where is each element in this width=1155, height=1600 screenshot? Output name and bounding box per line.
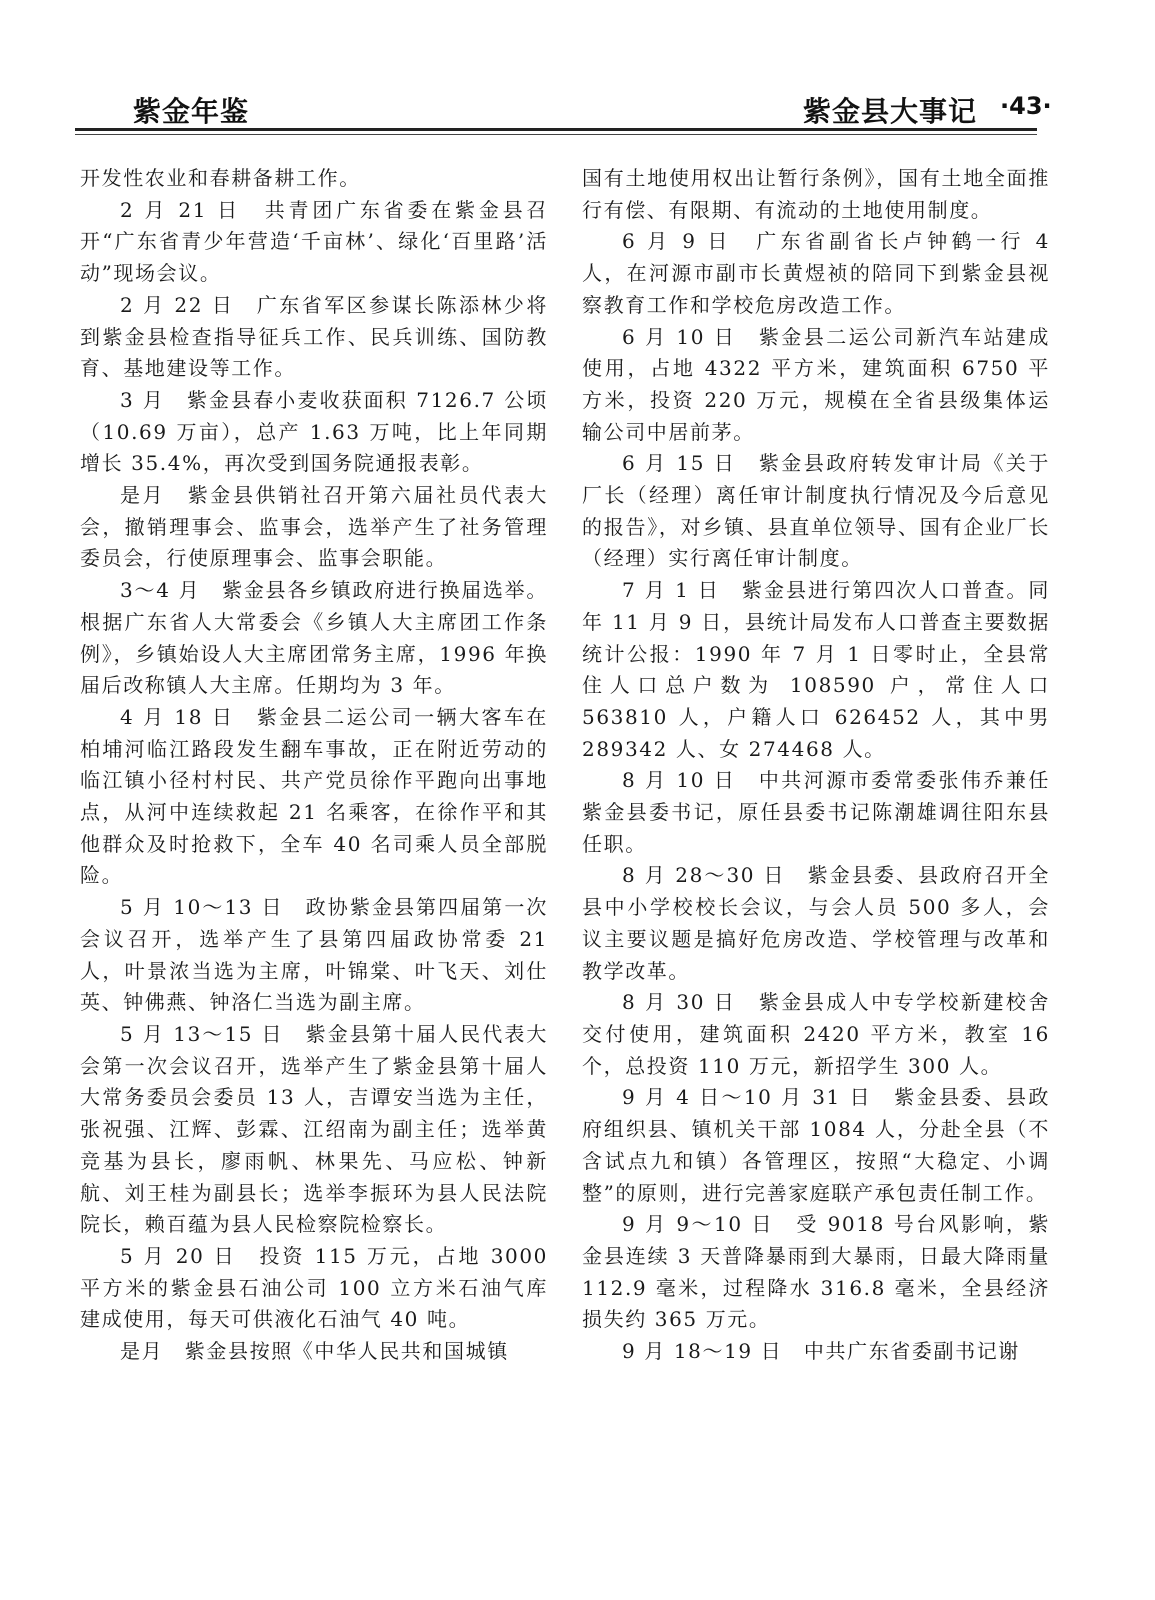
paragraph: 9 月 4 日～10 月 31 日 紫金县委、县政府组织县、镇机关干部 1084 人，分赴全县（不含试点九和镇）各管理区，按照“大稳定、小调整”的原则，进行完善家庭联产承包责任制工作。: [582, 1085, 1050, 1205]
paragraph: 5 月 13～15 日 紫金县第十届人民代表大会第一次会议召开，选举产生了紫金县第十届人大常务委员会委员 13 人，吉谭安当选为主任，张祝强、江辉、彭霖、江绍南为副主任；选举黄竞基为县长，廖雨帆、林果先、马应松、钟新航、刘王桂为副县长；选举李振环为县人民法院院长，赖百蕴为县人民检察院检察长。: [80, 1021, 548, 1237]
paragraph: 9 月 9～10 日 受 9018 号台风影响，紫金县连续 3 天普降暴雨到大暴雨，日最大降雨量 112.9 毫米，过程降水 316.8 毫米，全县经济损失约 365 万元。: [582, 1212, 1050, 1332]
section-title: 紫金县大事记: [802, 95, 977, 128]
paragraph: 是月 紫金县供销社召开第六届社员代表大会，撤销理事会、监事会，选举产生了社务管理委员会，行使原理事会、监事会职能。: [80, 483, 548, 571]
header-rule-thin: [75, 134, 1037, 135]
right-text-column: [582, 163, 1050, 1368]
yearbook-title: 紫金年鉴: [133, 95, 250, 128]
paragraph: 8 月 30 日 紫金县成人中专学校新建校舍交付使用，建筑面积 2420 平方米，教室 16 个，总投资 110 万元，新招学生 300 人。: [582, 990, 1050, 1078]
paragraph: 6 月 15 日 紫金县政府转发审计局《关于厂长（经理）离任审计制度执行情况及今后意见的报告》，对乡镇、县直单位领导、国有企业厂长（经理）实行离任审计制度。: [582, 451, 1050, 571]
paragraph: 5 月 10～13 日 政协紫金县第四届第一次会议召开，选举产生了县第四届政协常委 21 人，叶景浓当选为主席，叶锦棠、叶飞天、刘仕英、钟佛燕、钟洛仁当选为副主席。: [80, 895, 548, 1015]
paragraph: 2 月 22 日 广东省军区参谋长陈添林少将到紫金县检查指导征兵工作、民兵训练、国防教育、基地建设等工作。: [80, 292, 548, 381]
paragraph: 4 月 18 日 紫金县二运公司一辆大客车在柏埔河临江路段发生翻车事故，正在附近劳动的临江镇小径村村民、共产党员徐作平跑向出事地点，从河中连续救起 21 名乘客，在徐作平和其他群众及时抢救下，全车 40 名司乘人员全部脱险。: [80, 704, 548, 888]
paragraph: 3～4 月 紫金县各乡镇政府进行换届选举。根据广东省人大常委会《乡镇人大主席团工作条例》，乡镇始设人大主席团常务主席，1996 年换届后改称镇人大主席。任期均为 3 年。: [80, 578, 548, 698]
paragraph: 3 月 紫金县春小麦收获面积 7126.7 公顷（10.69 万亩），总产 1.63 万吨，比上年同期增长 35.4%，再次受到国务院通报表彰。: [80, 387, 548, 476]
paragraph: 2 月 21 日 共青团广东省委在紫金县召开“广东省青少年营造‘千亩林’、绿化‘百里路’活动”现场会议。: [80, 197, 548, 286]
paragraph: 6 月 10 日 紫金县二运公司新汽车站建成使用，占地 4322 平方米，建筑面积 6750 平方米，投资 220 万元，规模在全省县级集体运输公司中居前茅。: [582, 324, 1050, 444]
paragraph: 8 月 10 日 中共河源市委常委张伟乔兼任紫金县委书记，原任县委书记陈潮雄调往阳东县任职。: [582, 768, 1050, 856]
page-number: ·43·: [1000, 92, 1052, 120]
page-header: [0, 0, 1155, 140]
paragraph: 7 月 1 日 紫金县进行第四次人口普查。同年 11 月 9 日，县统计局发布人口普查主要数据统计公报：1990 年 7 月 1 日零时止，全县常住人口总户数为 108590 户，常住人口 563810 人，户籍人口 626452 人，其中男 289342 人、女 274468 人。: [582, 578, 1050, 761]
left-text-column: [80, 163, 548, 1368]
paragraph: 开发性农业和春耕备耕工作。: [80, 166, 361, 190]
paragraph: 9 月 18～19 日 中共广东省委副书记谢: [622, 1339, 1020, 1364]
paragraph: 是月 紫金县按照《中华人民共和国城镇: [120, 1339, 509, 1364]
paragraph: 国有土地使用权出让暂行条例》，国有土地全面推行有偿、有限期、有流动的土地使用制度。: [582, 166, 1050, 222]
paragraph: 6 月 9 日 广东省副省长卢钟鹤一行 4 人，在河源市副市长黄煜祯的陪同下到紫金县视察教育工作和学校危房改造工作。: [582, 229, 1050, 317]
header-rule-thick: [75, 128, 1037, 131]
paragraph: 8 月 28～30 日 紫金县委、县政府召开全县中小学校校长会议，与会人员 500 多人，会议主要议题是搞好危房改造、学校管理与改革和教学改革。: [582, 863, 1050, 983]
paragraph: 5 月 20 日 投资 115 万元，占地 3000 平方米的紫金县石油公司 100 立方米石油气库建成使用，每天可供液化石油气 40 吨。: [80, 1243, 548, 1332]
